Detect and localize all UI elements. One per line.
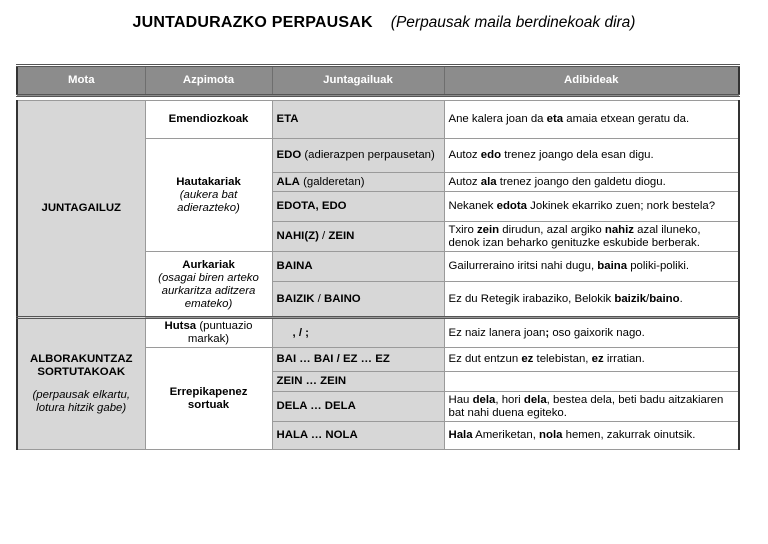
juntagailua-eta: ETA — [272, 101, 444, 139]
juntagailua-baizik: BAIZIK / BAINO — [272, 282, 444, 318]
table-row — [17, 101, 739, 139]
juntadura-table — [16, 64, 740, 450]
header-juntagailuak: Juntagailuak — [272, 66, 444, 96]
adibidea-zein — [444, 372, 739, 392]
header-adibideak: Adibideak — [444, 66, 739, 96]
adibidea-hala: Hala Ameriketan, nola hemen, zakurrak oinutsik. — [444, 422, 739, 450]
azpimota-emendiozkoak: Emendiozkoak — [145, 101, 272, 139]
juntagailua-edo: EDO (adierazpen perpausetan) — [272, 139, 444, 173]
adibidea-bai: Ez dut entzun ez telebistan, ez irratian. — [444, 348, 739, 372]
azpimota-aurkariak: Aurkariak (osagai biren arteko aurkaritza aditzera emateko) — [145, 252, 272, 318]
mota-alborakuntzaz: ALBORAKUNTZAZ SORTUTAKOAK (perpausak elkartu, lotura hitzik gabe) — [17, 318, 145, 450]
juntagailua-edota: EDOTA, EDO — [272, 192, 444, 222]
adibidea-edo: Autoz edo trenez joango dela esan digu. — [444, 139, 739, 173]
adibidea-baina: Gailurreraino iritsi nahi dugu, baina poliki-poliki. — [444, 252, 739, 282]
azpimota-hautakariak: Hautakariak (aukera bat adierazteko) — [145, 139, 272, 252]
adibidea-eta: Ane kalera joan da eta amaia etxean geratu da. — [444, 101, 739, 139]
title-main: JUNTADURAZKO PERPAUSAK — [132, 14, 373, 31]
juntagailua-nahiz: NAHI(Z) / ZEIN — [272, 222, 444, 252]
azpimota-errepikapenez: Errepikapenez sortuak — [145, 348, 272, 450]
header-mota: Mota — [17, 66, 145, 96]
adibidea-nahiz: Txiro zein dirudun, azal argiko nahiz azal iluneko, denok izan beharko genituzke eskubide berberak. — [444, 222, 739, 252]
header-azpimota: Azpimota — [145, 66, 272, 96]
title-sub: (Perpausak maila berdinekoak dira) — [390, 14, 636, 31]
adibidea-baizik: Ez du Retegik irabaziko, Belokik baizik/baino. — [444, 282, 739, 318]
juntagailua-hala: HALA … NOLA — [272, 422, 444, 450]
mota-juntagailuz: JUNTAGAILUZ — [17, 101, 145, 318]
adibidea-dela: Hau dela, hori dela, bestea dela, beti badu aitzakiaren bat nahi duena egiteko. — [444, 392, 739, 422]
adibidea-ala: Autoz ala trenez joango den galdetu diogu. — [444, 173, 739, 192]
juntagailua-ala: ALA (galderetan) — [272, 173, 444, 192]
table-row — [17, 318, 739, 348]
juntagailua-hutsa: , / ; — [272, 318, 444, 348]
juntagailua-baina: BAINA — [272, 252, 444, 282]
adibidea-edota: Nekanek edota Jokinek ekarriko zuen; nork bestela? — [444, 192, 739, 222]
juntagailua-zein: ZEIN … ZEIN — [272, 372, 444, 392]
juntagailua-bai: BAI … BAI / EZ … EZ — [272, 348, 444, 372]
juntagailua-dela: DELA … DELA — [272, 392, 444, 422]
azpimota-hutsa: Hutsa (puntuazio markak) — [145, 318, 272, 348]
header-row — [17, 66, 739, 96]
page-title — [0, 14, 768, 32]
adibidea-hutsa: Ez naiz lanera joan; oso gaixorik nago. — [444, 318, 739, 348]
